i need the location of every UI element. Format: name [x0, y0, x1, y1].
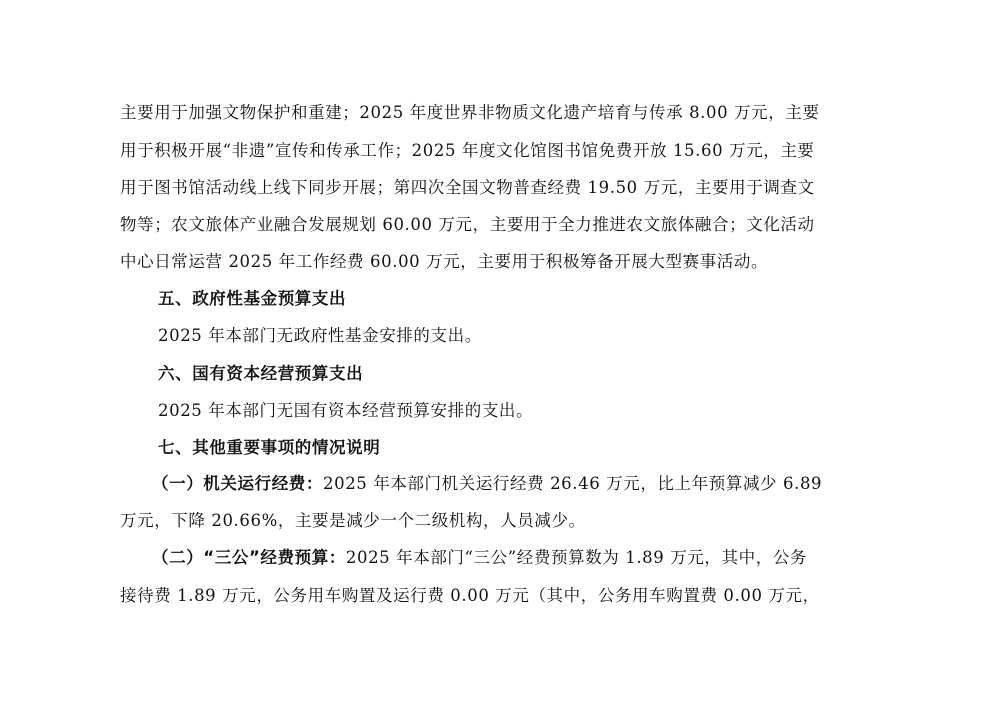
paragraph-line-1: 主要用于加强文物保护和重建；2025 年度世界非物质文化遗产培育与传承 8.00 万元，主要	[120, 103, 820, 122]
item-1-text: 2025 年本部门机关运行经费 26.46 万元，比上年预算减少 6.89	[323, 474, 823, 493]
section-5-text: 2025 年本部门无政府性基金安排的支出。	[158, 326, 482, 345]
item-2-text: 2025 年本部门“三公”经费预算数为 1.89 万元，其中，公务	[345, 548, 808, 567]
item-1-label: （一）机关运行经费：	[152, 474, 323, 493]
item-2-line-2: 接待费 1.89 万元，公务用车购置及运行费 0.00 万元（其中，公务用车购置费 0.00 万元，	[120, 586, 820, 605]
paragraph-line-4: 物等；农文旅体产业融合发展规划 60.00 万元，主要用于全力推进农文旅体融合；文化活动	[120, 215, 815, 234]
item-1-line-1	[152, 472, 880, 496]
paragraph-line-5: 中心日常运营 2025 年工作经费 60.00 万元，主要用于积极筹备开展大型赛事活动。	[120, 252, 769, 271]
section-7-heading: 七、其他重要事项的情况说明	[158, 438, 381, 457]
item-1-line-2: 万元，下降 20.66%，主要是减少一个二级机构，人员减少。	[120, 511, 586, 530]
paragraph-line-2: 用于积极开展“非遗”宣传和传承工作；2025 年度文化馆图书馆免费开放 15.60 万元，主要	[120, 141, 815, 160]
section-6-text: 2025 年本部门无国有资本经营预算安排的支出。	[158, 401, 534, 420]
section-6-heading: 六、国有资本经营预算支出	[158, 364, 364, 383]
section-5-heading: 五、政府性基金预算支出	[158, 289, 347, 308]
item-2-line-1	[152, 546, 880, 570]
paragraph-line-3: 用于图书馆活动线上线下同步开展；第四次全国文物普查经费 19.50 万元，主要用于调查文	[120, 178, 815, 197]
item-2-label: （二）“三公”经费预算：	[152, 548, 346, 567]
